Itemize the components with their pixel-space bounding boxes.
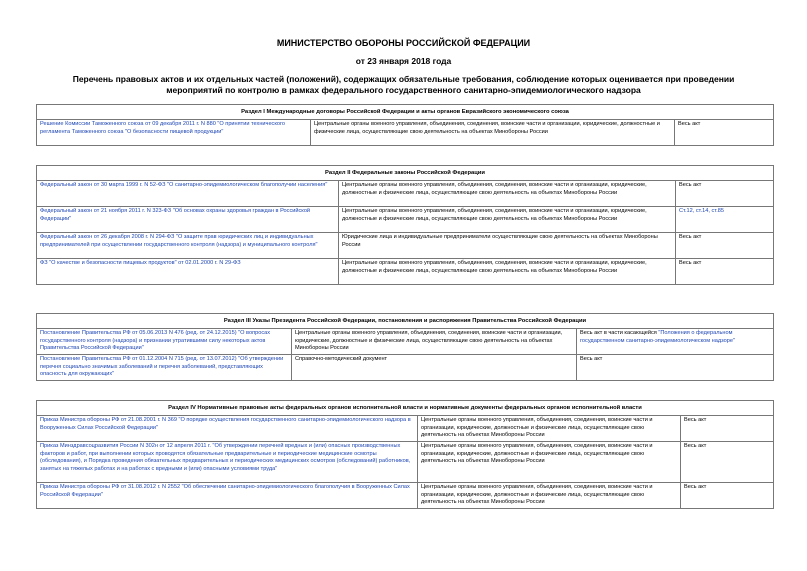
section-heading: Раздел I Международные договоры Российской Федерации и акты органов Евразийского экономического союза [37, 105, 773, 120]
scope-cell: Весь акт [580, 356, 603, 362]
act-link[interactable]: Постановление Правительства РФ от 01.12.2004 N 715 (ред. от 13.07.2012) "Об утверждении перечня социально значимых заболеваний и перечня заболеваний, представляющих опасность для окружающих" [37, 355, 292, 380]
section-1 [36, 104, 774, 146]
scope-cell: Весь акт [681, 416, 773, 442]
section-3 [36, 313, 774, 381]
document-date: от 23 января 2018 года [355, 56, 452, 66]
subjects-cell: Центральные органы военного управления, объединения, соединения, воинские части и организации, юридические, должностные и физические лица, осуществляющие свою деятельность на объектах Минобороны России [339, 207, 676, 233]
act-link[interactable]: Постановление Правительства РФ от 05.06.2013 N 476 (ред. от 24.12.2015) "О вопросах государственного контроля (надзора) и признании утратившими силу некоторых актов Правительства Российской Федерации" [37, 329, 292, 355]
section-heading: Раздел IV Нормативные правовые акты федеральных органов исполнительной власти и нормативные документы федеральных органов исполнительной власти [37, 401, 773, 416]
section-heading: Раздел III Указы Президента Российской Федерации, постановления и распоряжения Правительства Российской Федерации [37, 314, 773, 329]
act-link[interactable]: Решение Комиссии Таможенного союза от 09 декабря 2011 г. N 880 "О принятии технического регламента Таможенного союза "О безопасности пищевой продукции" [37, 120, 311, 145]
act-link[interactable]: Приказ Министра обороны РФ от 21.08.2001 г. N 369 "О порядке осуществления государственного санитарно-эпидемиологического надзора в Вооруженных Силах Российской Федерации" [37, 416, 418, 442]
section-4 [36, 400, 774, 509]
act-link[interactable]: Федеральный закон от 21 ноября 2011 г. N 323-ФЗ "Об основах охраны здоровья граждан в Российской Федерации" [37, 207, 339, 233]
section-heading: Раздел II Федеральные законы Российской Федерации [37, 166, 773, 181]
scope-cell [577, 329, 773, 355]
scope-prefix: Весь акт в части касающейся [580, 330, 659, 336]
act-link[interactable]: Приказ Минздравсоцразвития России N 302н от 12 апреля 2011 г. "Об утверждении перечней вредных и (или) опасных производственных факторов и работ, при выполнении которых проводятся обязательные предварительные и периодические медицинские осмотры (обследования), и Порядка проведения обязательных предварительных и периодических медицинских осмотров (обследований) работников, занятых на тяжелых работах и на работах с вредными и (или) опасными условиями труда" [37, 442, 418, 483]
act-link[interactable]: Федеральный закон от 30 марта 1999 г. N 52-ФЗ "О санитарно-эпидемиологическом благополучии населения" [37, 181, 339, 207]
ministry-title: МИНИСТЕРСТВО ОБОРОНЫ РОССИЙСКОЙ ФЕДЕРАЦИИ [276, 38, 531, 48]
scope-cell: Весь акт [676, 181, 773, 207]
subjects-cell: Юридические лица и индивидуальные предприниматели осуществляющие свою деятельность на объектах Минобороны России [339, 233, 676, 259]
act-link[interactable]: ФЗ "О качестве и безопасности пищевых продуктов" от 02.01.2000 г. N 29-ФЗ [37, 259, 339, 284]
act-link[interactable]: Приказ Министра обороны РФ от 31.08.2012 г. N 2552 "Об обеспечении санитарно-эпидемиологического благополучия в Вооруженных Силах Российской Федерации" [37, 483, 418, 508]
document-title-line-1: Перечень правовых актов и их отдельных частей (положений), содержащих обязательные требования, соблюдение которых оценивается при проведении [72, 74, 735, 84]
scope-cell: Весь акт [681, 442, 773, 483]
subjects-cell: Справочно-методический документ [292, 355, 577, 380]
scope-cell: Весь акт [678, 121, 701, 127]
scope-cell: Весь акт [679, 260, 702, 266]
act-link[interactable]: Федеральный закон от 26 декабря 2008 г. N 294-ФЗ "О защите прав юридических лиц и индивидуальных предпринимателей при осуществлении государственного контроля (надзора) и муниципального контроля" [37, 233, 339, 259]
scope-cell: Весь акт [684, 484, 707, 490]
document-title-line-2: мероприятий по контролю в рамках федерального государственного санитарно-эпидемиологического надзора [166, 85, 641, 95]
subjects-cell: Центральные органы военного управления, объединения, соединения, воинские части и организации, юридические, должностные и физические лица, осуществляющие свою деятельность на объектах Минобороны России [339, 259, 676, 284]
scope-cell: Весь акт [676, 233, 773, 259]
subjects-cell: Центральные органы военного управления, объединения, соединения, воинские части и организации, юридические, должностные и физические лица, осуществляющие свою деятельность на объектах Минобороны России [339, 181, 676, 207]
subjects-cell: Центральные органы военного управления, объединения, соединения, воинские части и организации, юридические, должностные и физические лица, осуществляющие свою деятельность на объектах Минобороны России [418, 483, 681, 508]
scope-link[interactable]: "Положения о федеральном государственном санитарно-эпидемиологическом надзоре" [580, 330, 735, 344]
section-2 [36, 165, 774, 285]
subjects-cell: Центральные органы военного управления, объединения, соединения, воинские части и организации, юридические, должностные и физические лица, осуществляющие свою деятельность на объектах Минобороны России [292, 329, 577, 355]
subjects-cell: Центральные органы военного управления, объединения, соединения, воинские части и организации, юридические, должностные и физические лица, осуществляющие свою деятельность на объектах Минобороны России [418, 416, 681, 442]
subjects-cell: Центральные органы военного управления, объединения, соединения, воинские части и организации, юридические, должностные и физические лица, осуществляющие свою деятельность на объектах Минобороны России [311, 120, 675, 145]
scope-link[interactable]: Ст.12, ст.14, ст.85 [676, 207, 773, 233]
subjects-cell: Центральные органы военного управления, объединения, соединения, воинские части и организации, юридические, должностные и физические лица, осуществляющие свою деятельность на объектах Минобороны России [418, 442, 681, 483]
document-title [0, 74, 807, 96]
